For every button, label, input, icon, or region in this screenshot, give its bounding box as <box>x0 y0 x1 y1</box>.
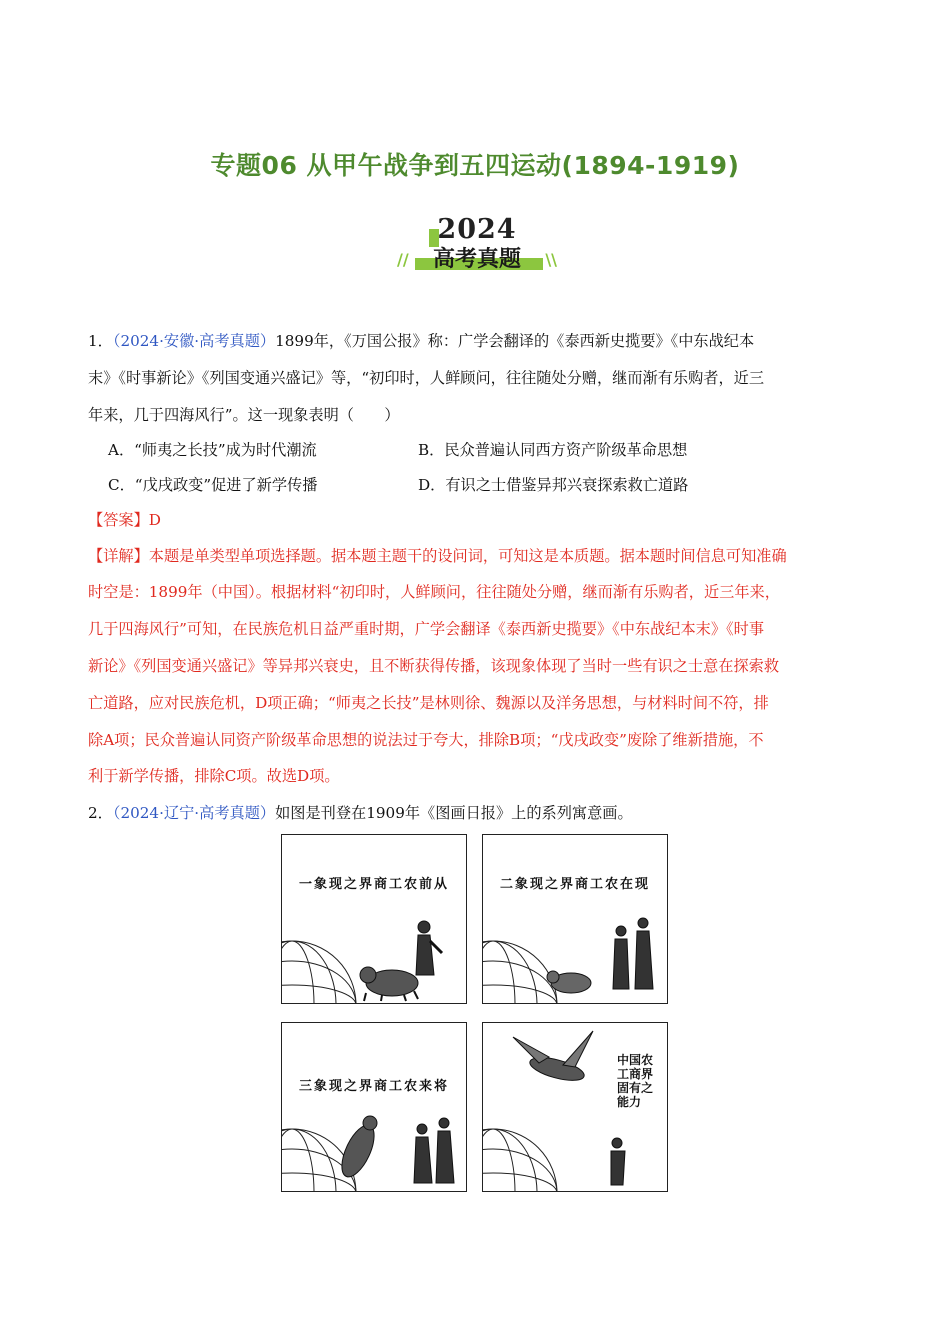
figure-person-icon <box>416 921 442 975</box>
cartoon-panel-2-caption: 二象现之界商工农在现 <box>499 877 650 892</box>
figure-people-icon <box>613 918 653 989</box>
globe-icon <box>483 1129 557 1192</box>
q1-option-d: D．有识之士借鉴异邦兴衰探索救亡道路 <box>418 476 689 494</box>
q2-stem: 如图是刊登在1909年《图画日报》上的系列寓意画。 <box>275 804 633 822</box>
q1-source: （2024·安徽·高考真题） <box>112 332 276 350</box>
badge-label: 高考真题 <box>432 247 521 272</box>
badge-slash-left-icon: // <box>397 250 409 269</box>
q1-stem-1: 1899年，《万国公报》称：广学会翻译的《泰西新史揽要》《中东战纪本 <box>275 332 755 350</box>
cartoon-panel-2 <box>482 834 668 1004</box>
q1-explain-line-3: 几于四海风行”可知，在民族危机日益严重时期，广学会翻译《泰西新史揽要》《中东战纪本末》《时事 <box>88 620 765 638</box>
figure-people-icon <box>611 1138 625 1185</box>
globe-tiger-illustration <box>282 835 467 1004</box>
q2-number: 2． <box>88 804 113 822</box>
q1-number: 1． <box>88 332 113 350</box>
q2-source: （2024·辽宁·高考真题） <box>112 804 276 822</box>
q1-explain-text-1: 本题是单类型单项选择题。据本题主题干的设问词，可知这是本质题。据本题时间信息可知准确 <box>148 547 787 565</box>
leaping-tiger-icon <box>335 1116 380 1181</box>
globe-icon <box>282 941 356 1004</box>
globe-leaping-tiger-illustration <box>282 1023 467 1192</box>
q1-explain-line-7: 利于新学传播，排除C项。故选D项。 <box>88 767 340 785</box>
winged-tiger-icon <box>513 1031 593 1085</box>
q1-answer <box>88 510 161 530</box>
cartoon-panel-1 <box>281 834 467 1004</box>
q1-option-b: B．民众普遍认同西方资产阶级革命思想 <box>418 441 688 459</box>
q1-line-2: 末》《时事新论》《列国变通兴盛记》等，“初印时，人鲜顾问，往往随处分赠，继而渐有乐购者，近三 <box>88 369 765 387</box>
q1-explain-label: 【详解】 <box>88 547 149 565</box>
q1-explain-line-2: 时空是：1899年（中国）。根据材料“初印时，人鲜顾问，往往随处分赠，继而渐有乐购者，近三年来， <box>88 583 780 601</box>
q1-explain-line-6: 除A项；民众普遍认同资产阶级革命思想的说法过于夸大，排除B项；“戊戌政变”废除了维新措施，不 <box>88 731 764 749</box>
cartoon-panel-1-caption: 一象现之界商工农前从 <box>298 877 449 892</box>
cartoon-figure <box>281 834 670 1196</box>
cartoon-panel-3-caption: 三象现之界商工农来将 <box>298 1079 449 1094</box>
q1-explain-line-5: 亡道路，应对民族危机，D项正确；“师夷之长技”是林则徐、魏源以及洋务思想，与材料时间不符，排 <box>88 694 769 712</box>
q1-answer-value: D <box>148 511 161 529</box>
q1-option-c: C．“戊戌政变”促进了新学传播 <box>108 476 318 494</box>
globe-winged-tiger-illustration <box>483 1023 668 1192</box>
q1-option-a: A．“师夷之长技”成为时代潮流 <box>108 441 317 459</box>
cartoon-panel-4 <box>482 1022 668 1192</box>
q1-explain-line-1 <box>88 546 787 566</box>
q1-explain-line-4: 新论》《列国变通兴盛记》等异邦兴衰史，且不断获得传播，该现象体现了当时一些有识之士意在探索救 <box>88 657 780 675</box>
q1-line-3: 年来，几于四海风行”。这一现象表明（ ） <box>88 406 400 424</box>
cartoon-panel-4-caption: 中国农工商界固有之能力 <box>617 1053 654 1109</box>
q1-line-1 <box>88 331 754 351</box>
badge-year: 2024 <box>437 214 517 245</box>
tiger-icon <box>360 967 418 1001</box>
page-title: 专题06 从甲午战争到五四运动(1894-1919) <box>210 151 740 180</box>
figure-people-icon <box>414 1118 454 1183</box>
globe-icon <box>483 941 557 1004</box>
cartoon-panel-3 <box>281 1022 467 1192</box>
year-badge <box>395 212 559 272</box>
q2-line-1 <box>88 803 633 823</box>
q1-answer-label: 【答案】 <box>88 511 149 529</box>
badge-slash-right-icon: \\ <box>545 250 557 269</box>
globe-tiger-people-illustration <box>483 835 668 1004</box>
